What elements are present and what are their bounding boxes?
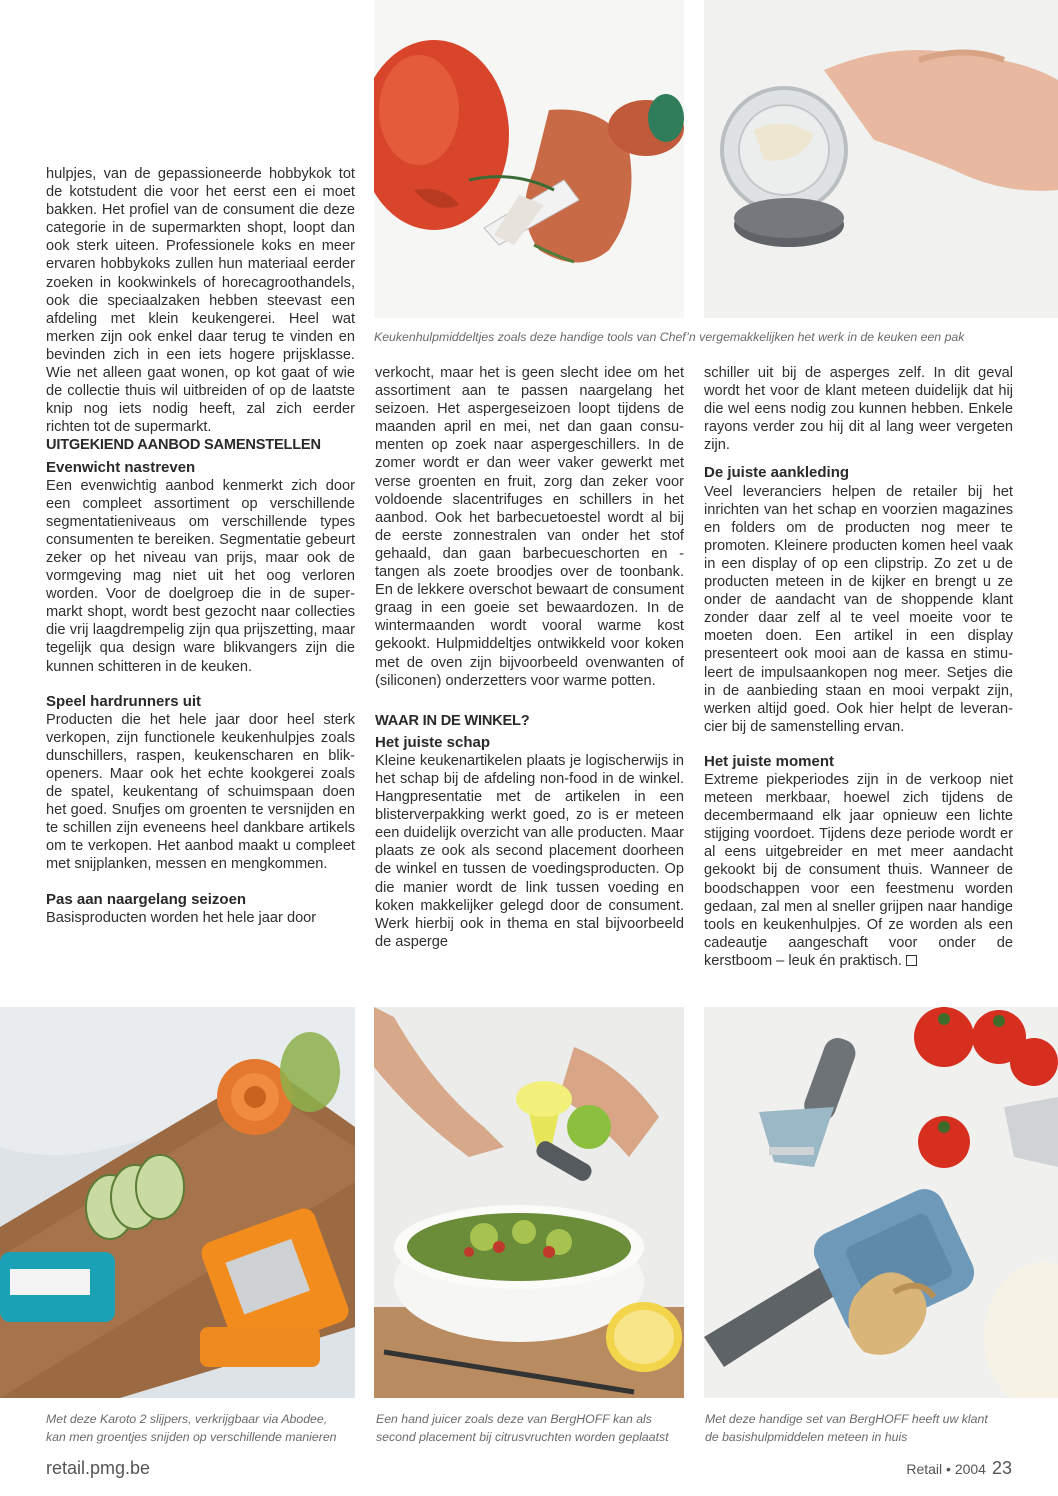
column-1 (46, 165, 355, 927)
caption-bottom-middle: Een hand juicer zoals deze van BergHOFF kan als second placement bij citrusvruchten worden geplaatst (376, 1412, 669, 1444)
section-title: UITGEKIEND AANBOD SAMENSTELLEN (46, 437, 321, 454)
page-number: 23 (991, 1458, 1012, 1478)
paragraph: Extreme piekperiodes zijn in de verkoop niet meteen merkbaar, hoewel zich tijdens de decembermaand elk jaar opnieuw een lichte stijging voordoet. Tijdens deze periode wordt er al eens uitgebreider en met meer aandacht gekookt bij de consument thuis. Wanneer de boodschappen voor een feestmenu worden gedaan, zal men al sneller grijpen naar handige tools en keukenhulpjes. Of ze worden als een cadeautje aangeschaft voor onder de kerstboom – leuk én praktisch. (704, 771, 1013, 969)
end-of-article-icon (906, 955, 917, 966)
paragraph: Basisproducten worden het hele jaar door (46, 909, 317, 926)
photo-karoto-slicers (0, 1007, 355, 1398)
caption-bottom-right: Met deze handige set van BergHOFF heeft uw klant de basishulpmiddelen meteen in huis (705, 1412, 988, 1444)
subheading: Speel hardrunners uit (46, 692, 202, 710)
subheading: Het juiste moment (704, 752, 835, 770)
paragraph: Producten die het hele jaar door heel sterk verkopen, zijn functionele keukenhulpjes zoals dunschillers, raspen, keukenscharen en blikopeners. Maar ook het echte kookgerei zoals de spatel, keukentang of schuimspaan doen het goed. Snufjes om groenten te versnijden en te schillen zijn eveneens heel dankbare artikels om te verkopen. Het aanbod maakt u compleet met snijplanken, messen en mengkommen. (46, 711, 355, 873)
subheading: De juiste aankleding (704, 464, 850, 482)
column-3 (704, 364, 1013, 970)
footer-issue (906, 1458, 1012, 1479)
caption-bottom-left: Met deze Karoto 2 slijpers, verkrijgbaar via Abodee, kan men groentjes snijden op verschillende manieren (46, 1412, 337, 1444)
photo-chefn-tomato-tools (374, 0, 684, 318)
paragraph: Veel leveranciers helpen de retailer bij het inrichten van het schap en voorzien magazines en folders om de producten nog meer te promoten. Kleinere producten komen heel vaak in een display of op een clipstrip. Zo zet u de producten meteen in de kijker en brengt u ze onder de aandacht van de shoppende klant zonder daar zelf al te veel moeite voor te moeten doen. Een artikel in een display presenteert ook mooi aan de kassa en stimuleert de impulsaankopen nog meer. Setjes die in de aanbieding staan en mooi verpakt zijn, werken altijd goed. Ook hier helpt de leverancier bij de samenstelling ervan. (704, 483, 1013, 735)
subheading: Evenwicht nastreven (46, 458, 196, 476)
section-title: WAAR IN DE WINKEL? (375, 712, 530, 729)
photo-berghoff-juicer (374, 1007, 684, 1398)
paragraph: verkocht, maar het is geen slecht idee om het assortiment aan te passen naargelang het seizoen. Het aspergeseizoen loopt tijdens de maanden april en mei, net dan gaan consumenten op zoek naar aspergeschillers. In de zomer wordt er dan weer vaker gewerkt met verse groenten en fruit, zorg dan zeker voor voldoende slacentrifuges en schillers in het aanbod. Ook het barbecuetoestel wordt al bij de eerste zonnestralen van onder het stof gehaald, dan gaan barbecueschorten en -tangen als zoete broodjes over de toonbank. En de lekkere overschot bewaart de consument graag in een goeie set bewaardozen. In de wintermaanden wordt vooral warme kost gekookt. Hulpmiddeltjes ontwikkeld voor koken met de oven zijn bijvoorbeeld ovenwanten of (siliconen) onderzetters voor warme potten. (375, 365, 684, 689)
paragraph: Kleine keukenartikelen plaats je logischerwijs in het schap bij de afdeling non-food in de winkel. Hangpresentatie met de artikelen in een blisterverpakking werkt goed, zo is er meteen een duidelijk overzicht van alle producten. Maar plaats ze ook als second placement doorheen de winkel en tussen de voedingsproducten. Op die manier wordt de link tussen voeding en koken makkelijker gelegd door de consument. Werk hierbij ook in thema en stal bijvoorbeeld de asperge (375, 752, 684, 950)
paragraph: schiller uit bij de asperges zelf. In dit geval wordt het voor de klant meteen duidelijk dat hij die wel eens nodig zou kunnen hebben. Enkele rayons verder zou hij dit al lang weer vergeten zijn. (704, 365, 1013, 454)
column-2 (375, 364, 684, 951)
issue-label: Retail • 2004 (906, 1461, 986, 1477)
caption-top: Keukenhulpmiddeltjes zoals deze handige tools van Chef’n vergemakkelijken het werk in de keuken een pak (374, 330, 965, 344)
paragraph: hulpjes, van de gepassioneerde hobbykok tot de kotstudent die voor het eerst een ei moet bakken. Het profiel van de consument die deze categorie in de supermarkten shopt, loopt dan ook sterk uiteen. Professionele koks en meer ervaren hobbykoks zullen hun materiaal eerder zoeken in kookwinkels of horecagroothandels, ook die speciaalzaken hebben steevast een afdeling met klein keukengerei. Heel wat merken zijn ook enkel daar terug te vinden en bevinden zich in een iets hogere prijsklasse. Wie net alleen gaat wonen, op kot gaat of wie de collectie thuis wil uitbreiden of op de laatste knip nog iets nodig heeft, zal zich eerder richten tot de supermarkt. (46, 166, 355, 436)
footer-url[interactable]: retail.pmg.be (46, 1458, 151, 1478)
subheading: Pas aan naargelang seizoen (46, 890, 247, 908)
subheading: Het juiste schap (375, 733, 491, 751)
paragraph: Een evenwichtig aanbod kenmerkt zich door een compleet assortiment op verschillende segmentatieniveaus om verschillende types consumenten te bereiken. Segmentatie gebeurt zeker op het niveau van prijs, maar ook de vormgeving mag niet uit het oog verloren worden. Voor de doelgroep die in de supermarkt shopt, wordt best gezocht naar collecties die vrij laagdrempelig zijn qua prijszetting, maar tegelijk qua design ware blikvangers zijn die kunnen schitteren in de keuken. (46, 477, 355, 675)
photo-berghoff-set (704, 1007, 1058, 1398)
photo-chefn-garlic-chopper (704, 0, 1058, 318)
